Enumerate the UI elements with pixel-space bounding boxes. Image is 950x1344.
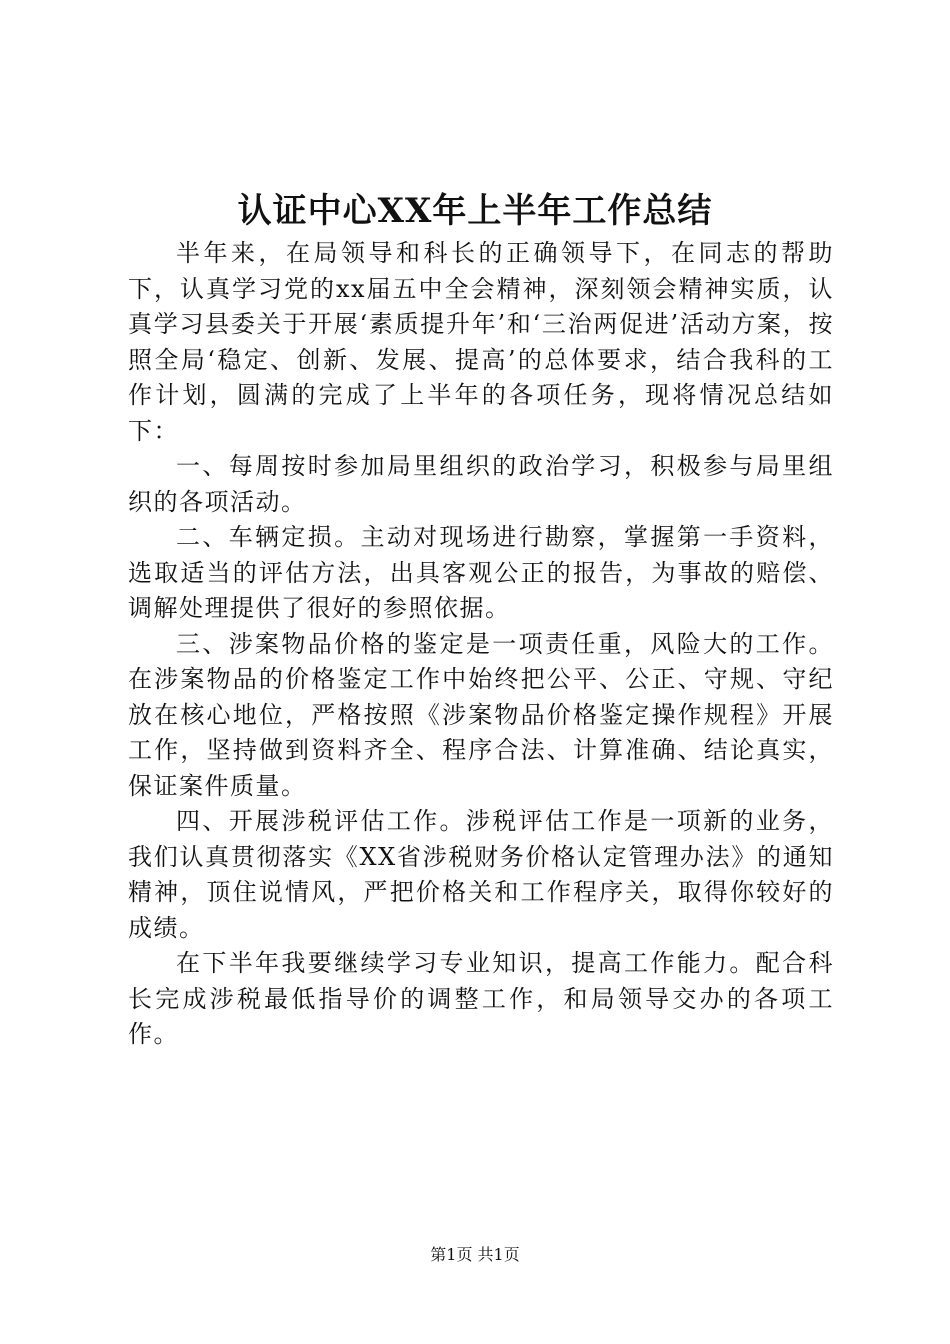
document-title: 认证中心XX年上半年工作总结	[237, 191, 713, 231]
document-body	[128, 236, 834, 1053]
paragraph-conclusion: 在下半年我要继续学习专业知识，提高工作能力。配合科长完成涉税最低指导价的调整工作，和局领导交办的各项工作。	[128, 949, 834, 1048]
paragraph-item-3: 三、涉案物品价格的鉴定是一项责任重，风险大的工作。在涉案物品的价格鉴定工作中始终把公平、公正、守规、守纪放在核心地位，严格按照《涉案物品价格鉴定操作规程》开展工作，坚持做到资料齐全、程序合法、计算准确、结论真实，保证案件质量。	[128, 629, 834, 800]
page-footer: 第1页 共1页	[430, 1245, 520, 1264]
paragraph-item-4: 四、开展涉税评估工作。涉税评估工作是一项新的业务，我们认真贯彻落实《XX省涉税财务价格认定管理办法》的通知精神，顶住说情风，严把价格关和工作程序关，取得你较好的成绩。	[128, 807, 834, 942]
paragraph-item-1: 一、每周按时参加局里组织的政治学习，积极参与局里组织的各项活动。	[128, 452, 834, 516]
paragraph-intro: 半年来，在局领导和科长的正确领导下，在同志的帮助下，认真学习党的xx届五中全会精神，深刻领会精神实质，认真学习县委关于开展‘素质提升年’和‘三治两促进’活动方案，按照全局‘稳定、创新、发展、提高’的总体要求，结合我科的工作计划，圆满的完成了上半年的各项任务，现将情况总结如下：	[128, 239, 834, 445]
paragraph-item-2: 二、车辆定损。主动对现场进行勘察，掌握第一手资料，选取适当的评估方法，出具客观公正的报告，为事故的赔偿、调解处理提供了很好的参照依据。	[128, 523, 834, 622]
